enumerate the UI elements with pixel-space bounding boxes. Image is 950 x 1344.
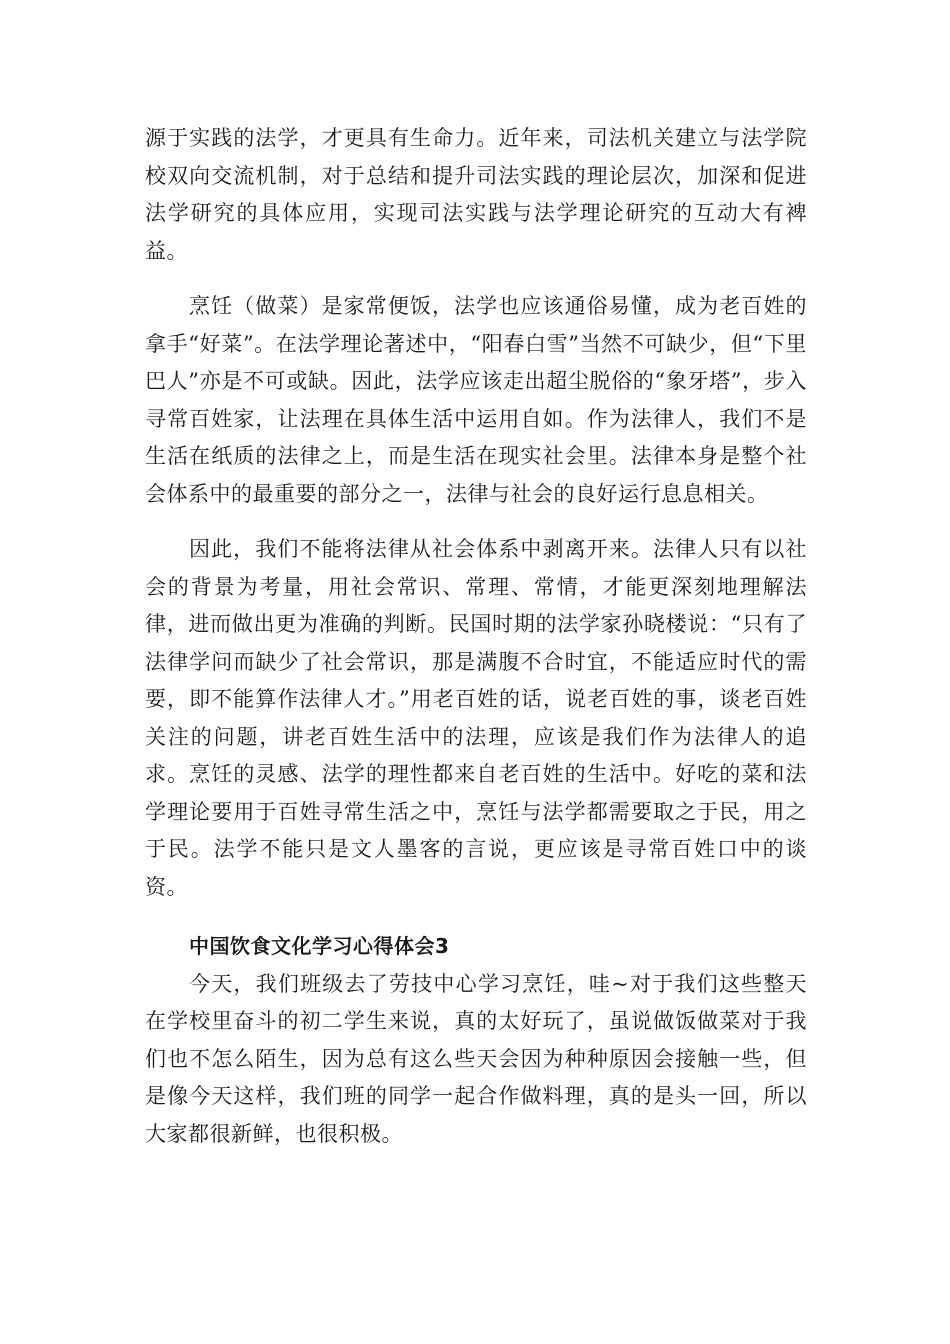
paragraph-2: 烹饪（做菜）是家常便饭，法学也应该通俗易懂，成为老百姓的拿手“好菜”。在法学理论著述中，“阳春白雪”当然不可缺少，但“下里巴人”亦是不可或缺。因此，法学应该走出超尘脱俗的“象牙塔”，步入寻常百姓家，让法理在具体生活中运用自如。作为法律人，我们不是生活在纸质的法律之上，而是生活在现实社会里。法律本身是整个社会体系中的最重要的部分之一，法律与社会的良好运行息息相关。 [145,294,807,506]
paragraph-4: 今天，我们班级去了劳技中心学习烹饪，哇~对于我们这些整天在学校里奋斗的初二学生来说，真的太好玩了，虽说做饭做菜对于我们也不怎么陌生，因为总有这么些天会因为种种原因会接触一些，但是像今天这样，我们班的同学一起合作做料理，真的是头一回，所以大家都很新鲜，也很积极。 [145,971,807,1146]
document-body [145,120,807,1153]
section-heading: 中国饮食文化学习心得体会3 [189,934,450,958]
paragraph-3: 因此，我们不能将法律从社会体系中剥离开来。法律人只有以社会的背景为考量，用社会常识、常理、常情，才能更深刻地理解法律，进而做出更为准确的判断。民国时期的法学家孙晓楼说：“只有了法律学问而缺少了社会常识，那是满腹不合时宜，不能适应时代的需要，即不能算作法律人才。”用老百姓的话，说老百姓的事，谈老百姓关注的问题，讲老百姓生活中的法理，应该是我们作为法律人的追求。烹饪的灵感、法学的理性都来自老百姓的生活中。好吃的菜和法学理论要用于百姓寻常生活之中，烹饪与法学都需要取之于民，用之于民。法学不能只是文人墨客的言说，更应该是寻常百姓口中的谈资。 [145,537,807,899]
paragraph-1: 源于实践的法学，才更具有生命力。近年来，司法机关建立与法学院校双向交流机制，对于总结和提升司法实践的理论层次，加深和促进法学研究的具体应用，实现司法实践与法学理论研究的互动大有裨益。 [145,126,807,263]
